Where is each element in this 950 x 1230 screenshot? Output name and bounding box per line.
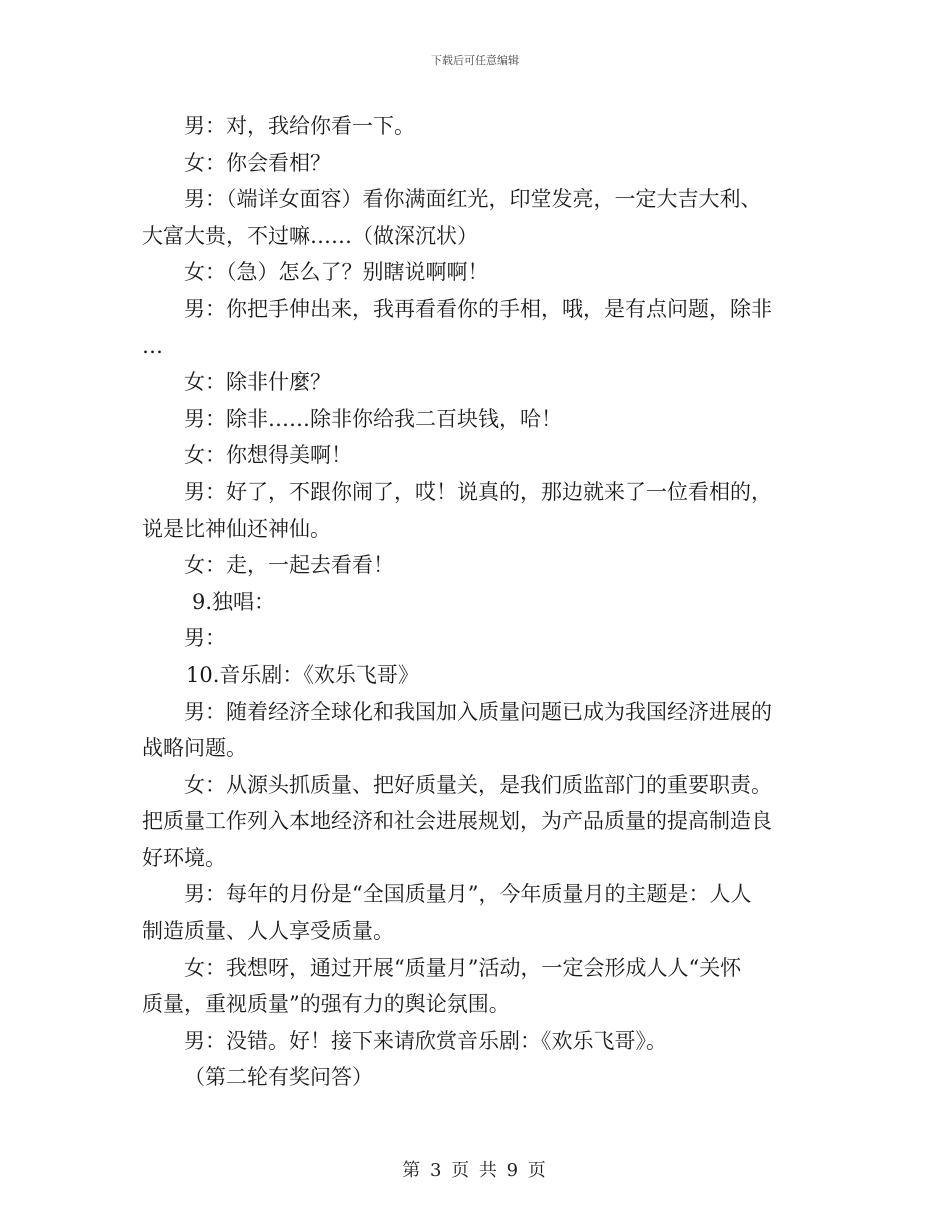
dialogue-line: 男：没错。好！接下来请欣赏音乐剧：《欢乐飞哥》。 bbox=[184, 1028, 667, 1053]
dialogue-line: 男：随着经济全球化和我国加入质量问题已成为我国经济进展的 bbox=[184, 699, 772, 724]
dialogue-line: 男： bbox=[184, 626, 226, 651]
dialogue-line-continued: … bbox=[142, 333, 163, 358]
dialogue-line: 男：你把手伸出来，我再看看你的手相，哦，是有点问题，除非 bbox=[184, 296, 772, 321]
dialogue-line: 女：我想呀，通过开展“质量月”活动，一定会形成人人“关怀 bbox=[184, 955, 742, 980]
dialogue-line: 男：对，我给你看一下。 bbox=[184, 114, 415, 138]
dialogue-line-continued: 战略问题。 bbox=[142, 736, 247, 761]
dialogue-line-continued: 大富大贵，不过嘛……（做深沉状） bbox=[142, 223, 478, 248]
dialogue-line-continued: 好环境。 bbox=[142, 845, 226, 870]
page-footer-number: 第 3 页 共 9 页 bbox=[402, 1160, 548, 1181]
dialogue-line: 女：除非什麼？ bbox=[184, 370, 331, 395]
dialogue-line-continued: 把质量工作列入本地经济和社会进展规划，为产品质量的提高制造良 bbox=[142, 809, 772, 834]
document-body bbox=[142, 108, 802, 1096]
dialogue-line: 女：（急）怎么了？别瞎说啊啊！ bbox=[184, 260, 489, 285]
dialogue-line: 男：每年的月份是“全国质量月”，今年质量月的主题是：人人 bbox=[184, 882, 752, 907]
dialogue-line-continued: 说是比神仙还神仙。 bbox=[142, 516, 331, 541]
dialogue-line: 男：好了，不跟你闹了，哎！说真的，那边就来了一位看相的， bbox=[184, 479, 772, 504]
dialogue-line-continued: 制造质量、人人享受质量。 bbox=[142, 919, 394, 944]
dialogue-line: 男：除非……除非你给我二百块钱，哈！ bbox=[184, 406, 562, 431]
page-header-note: 下载后可任意编辑 bbox=[431, 54, 519, 67]
program-item-heading: 9.独唱： bbox=[192, 589, 276, 614]
dialogue-line-continued: 质量，重视质量”的强有力的舆论氛围。 bbox=[142, 992, 510, 1017]
dialogue-line: 女：从源头抓质量、把好质量关，是我们质监部门的重要职责。 bbox=[184, 772, 772, 797]
program-item-heading: 10.音乐剧：《欢乐飞哥》 bbox=[186, 662, 419, 687]
dialogue-line: 男：（端详女面容）看你满面红光，印堂发亮，一定大吉大利、 bbox=[184, 187, 762, 212]
dialogue-line: 女：你想得美啊！ bbox=[184, 443, 352, 468]
section-note: （第二轮有奖问答） bbox=[184, 1065, 373, 1090]
dialogue-line: 女：走，一起去看看！ bbox=[184, 553, 394, 578]
dialogue-line: 女：你会看相？ bbox=[184, 150, 331, 175]
